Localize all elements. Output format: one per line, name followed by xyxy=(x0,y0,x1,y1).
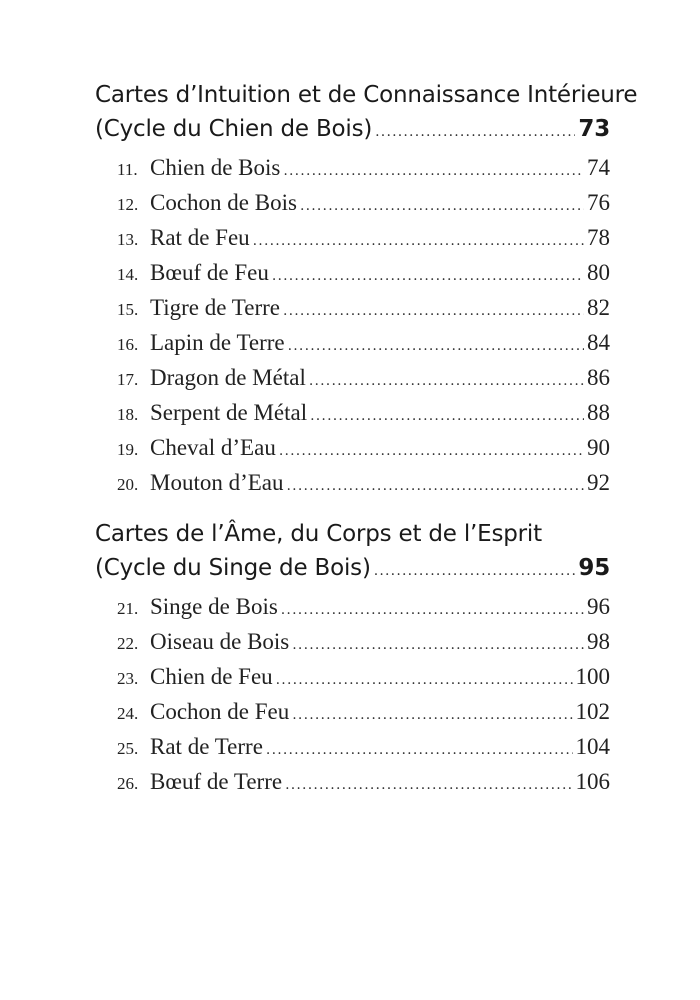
entry-page-number: 82 xyxy=(587,295,610,320)
entry-number: 15. xyxy=(117,300,139,319)
toc-entry xyxy=(117,260,610,295)
toc-entry xyxy=(117,664,610,699)
dot-leader xyxy=(309,373,584,389)
entry-number: 23. xyxy=(117,669,139,688)
toc-entry xyxy=(117,190,610,225)
entry-page-number: 104 xyxy=(575,734,610,759)
entry-title: Cochon de Bois xyxy=(150,190,297,215)
entry-number: 18. xyxy=(117,405,139,424)
entry-number: 13. xyxy=(117,230,139,249)
section-heading-row xyxy=(95,112,610,149)
dot-leader xyxy=(292,707,572,723)
section-page-number: 95 xyxy=(578,555,610,581)
toc-section-ame-corps-esprit xyxy=(95,517,610,804)
toc-entry xyxy=(117,769,610,804)
entry-number: 22. xyxy=(117,634,139,653)
dot-leader xyxy=(287,478,584,494)
section-title: Cartes d’Intuition et de Connaissance Intérieure xyxy=(95,82,638,108)
toc-entry xyxy=(117,400,610,435)
section-page-number: 73 xyxy=(578,116,610,142)
dot-leader xyxy=(279,443,584,459)
entry-number: 20. xyxy=(117,475,139,494)
entry-page-number: 106 xyxy=(575,769,610,794)
dot-leader xyxy=(285,777,572,793)
entry-title: Bœuf de Terre xyxy=(150,769,283,794)
toc-section-intuition xyxy=(95,78,638,505)
entry-page-number: 92 xyxy=(587,470,610,495)
entry-title: Cheval d’Eau xyxy=(150,435,276,460)
entry-page-number: 86 xyxy=(587,365,610,390)
dot-leader xyxy=(276,672,573,688)
entry-title: Oiseau de Bois xyxy=(150,629,290,654)
entry-number: 16. xyxy=(117,335,139,354)
dot-leader xyxy=(281,602,584,618)
dot-leader xyxy=(266,742,573,758)
entry-page-number: 88 xyxy=(587,400,610,425)
section-heading xyxy=(95,78,638,149)
entry-page-number: 78 xyxy=(587,225,610,250)
toc-entry xyxy=(117,330,610,365)
toc-entry xyxy=(117,225,610,260)
entry-title: Serpent de Métal xyxy=(150,400,308,425)
toc-entry xyxy=(117,435,610,470)
entry-title: Cochon de Feu xyxy=(150,699,290,724)
entry-page-number: 98 xyxy=(587,629,610,654)
section-subtitle: (Cycle du Chien de Bois) xyxy=(95,116,373,142)
dot-leader xyxy=(253,233,584,249)
dot-leader xyxy=(288,338,584,354)
entry-page-number: 74 xyxy=(587,155,610,180)
toc-entry xyxy=(117,594,610,629)
entry-number: 19. xyxy=(117,440,139,459)
entry-title: Rat de Feu xyxy=(150,225,250,250)
entry-number: 25. xyxy=(117,739,139,758)
section-heading-row xyxy=(95,551,610,588)
toc-entry xyxy=(117,470,610,505)
entry-page-number: 84 xyxy=(587,330,610,355)
entry-number: 17. xyxy=(117,370,139,389)
entry-number: 24. xyxy=(117,704,139,723)
entry-page-number: 100 xyxy=(575,664,610,689)
toc-entry xyxy=(117,629,610,664)
toc-entries xyxy=(95,594,610,804)
section-subtitle: (Cycle du Singe de Bois) xyxy=(95,555,371,581)
entry-title: Mouton d’Eau xyxy=(150,470,284,495)
entry-number: 11. xyxy=(117,160,138,179)
dot-leader xyxy=(272,268,584,284)
entry-page-number: 96 xyxy=(587,594,610,619)
entry-title: Rat de Terre xyxy=(150,734,263,759)
entry-title: Tigre de Terre xyxy=(150,295,280,320)
dot-leader xyxy=(375,115,575,149)
entry-title: Lapin de Terre xyxy=(150,330,285,355)
entry-page-number: 80 xyxy=(587,260,610,285)
entry-title: Dragon de Métal xyxy=(150,365,306,390)
toc-entry xyxy=(117,365,610,400)
entry-number: 21. xyxy=(117,599,139,618)
entry-page-number: 90 xyxy=(587,435,610,460)
toc-entries xyxy=(95,155,610,505)
dot-leader xyxy=(283,163,584,179)
dot-leader xyxy=(310,408,584,424)
entry-number: 26. xyxy=(117,774,139,793)
toc-entry xyxy=(117,699,610,734)
entry-title: Bœuf de Feu xyxy=(150,260,269,285)
entry-number: 12. xyxy=(117,195,139,214)
section-heading xyxy=(95,517,610,588)
dot-leader xyxy=(374,554,576,588)
section-title: Cartes de l’Âme, du Corps et de l’Esprit xyxy=(95,521,542,547)
dot-leader xyxy=(283,303,584,319)
dot-leader xyxy=(292,637,584,653)
toc-entry xyxy=(117,734,610,769)
dot-leader xyxy=(300,198,584,214)
entry-title: Chien de Feu xyxy=(150,664,273,689)
entry-page-number: 76 xyxy=(587,190,610,215)
entry-page-number: 102 xyxy=(575,699,610,724)
toc-entry xyxy=(117,155,610,190)
entry-number: 14. xyxy=(117,265,139,284)
entry-title: Chien de Bois xyxy=(150,155,281,180)
entry-title: Singe de Bois xyxy=(150,594,278,619)
toc-entry xyxy=(117,295,610,330)
